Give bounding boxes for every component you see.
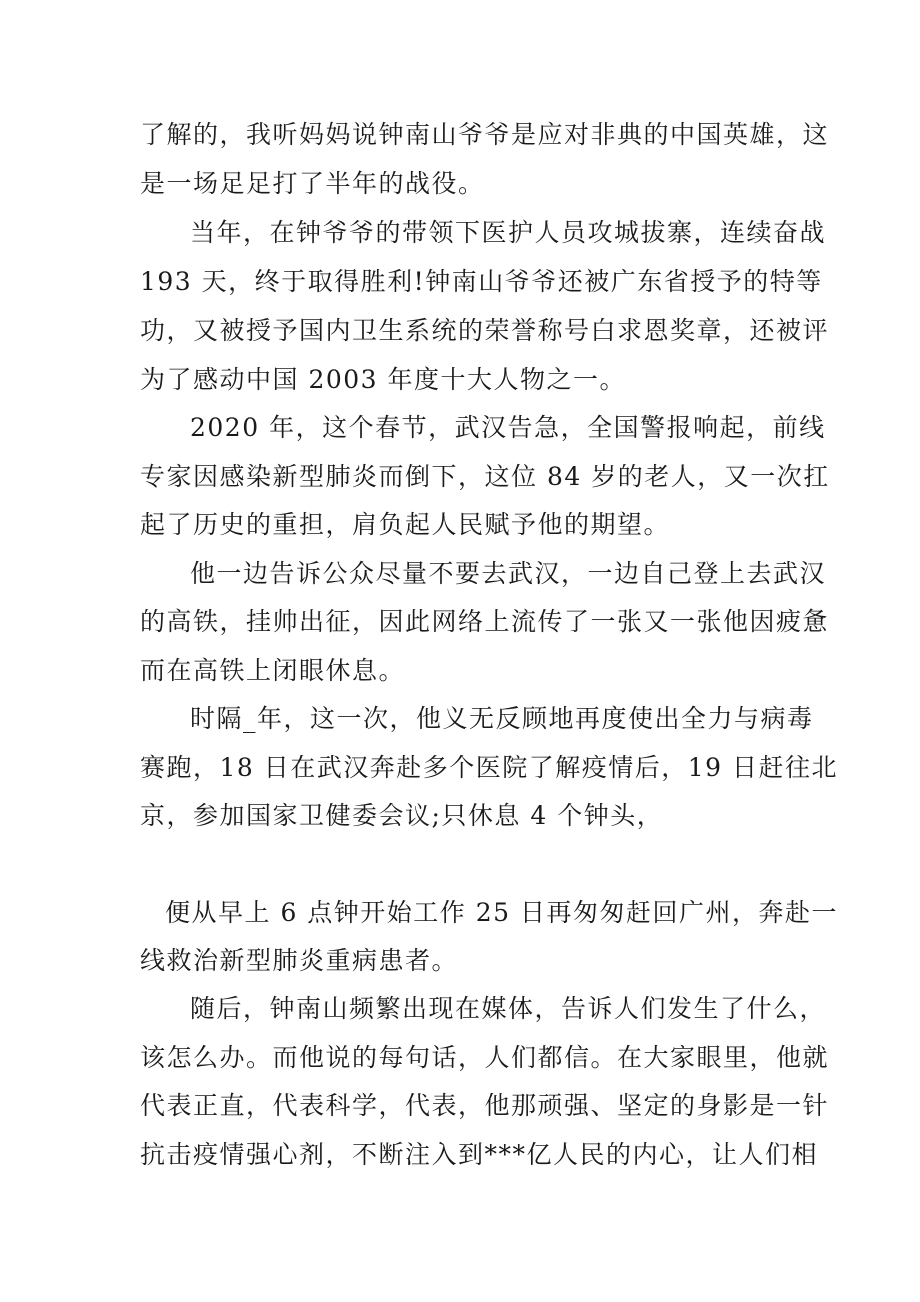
- text-line: 线救治新型肺炎重病患者。: [140, 946, 459, 975]
- text-line: 专家因感染新型肺炎而倒下，这位 84 岁的老人，又一次扛: [140, 462, 830, 491]
- text-line: 该怎么办。而他说的每句话，人们都信。在大家眼里，他就: [140, 1043, 830, 1072]
- text-line: 2020 年，这个春节，武汉告急，全国警报响起，前线: [190, 413, 826, 442]
- text-line: 代表正直，代表科学，代表，他那顽强、坚定的身影是一针: [140, 1091, 830, 1120]
- text-line: 的高铁，挂帅出征，因此网络上流传了一张又一张他因疲惫: [140, 607, 830, 636]
- text-line: 时隔_年，这一次，他义无反顾地再度使出全力与病毒: [190, 704, 814, 733]
- text-line: 他一边告诉公众尽量不要去武汉，一边自己登上去武汉: [190, 559, 827, 588]
- text-line: 京，参加国家卫健委会议;只休息 4 个钟头，: [140, 801, 664, 830]
- text-line: 当年，在钟爷爷的带领下医护人员攻城拔寨，连续奋战: [190, 218, 827, 247]
- text-line: 功，又被授予国内卫生系统的荣誉称号白求恩奖章，还被评: [140, 316, 830, 345]
- text-line: 是一场足足打了半年的战役。: [140, 169, 485, 198]
- text-line: 赛跑，18 日在武汉奔赴多个医院了解疫情后，19 日赶往北: [140, 753, 839, 782]
- text-line: 便从早上 6 点钟开始工作 25 日再匆匆赶回广州，奔赴一: [165, 898, 839, 927]
- text-line: 起了历史的重担，肩负起人民赋予他的期望。: [140, 510, 671, 539]
- text-line: 了解的，我听妈妈说钟南山爷爷是应对非典的中国英雄，这: [140, 120, 830, 149]
- text-line: 抗击疫情强心剂，不断注入到***亿人民的内心，让人们相: [140, 1140, 819, 1169]
- text-line: 随后，钟南山频繁出现在媒体，告诉人们发生了什么，: [190, 994, 827, 1023]
- text-line: 为了感动中国 2003 年度十大人物之一。: [140, 365, 627, 394]
- text-line: 193 天，终于取得胜利!钟南山爷爷还被广东省授予的特等: [140, 267, 823, 296]
- text-line: 而在高铁上闭眼休息。: [140, 656, 406, 685]
